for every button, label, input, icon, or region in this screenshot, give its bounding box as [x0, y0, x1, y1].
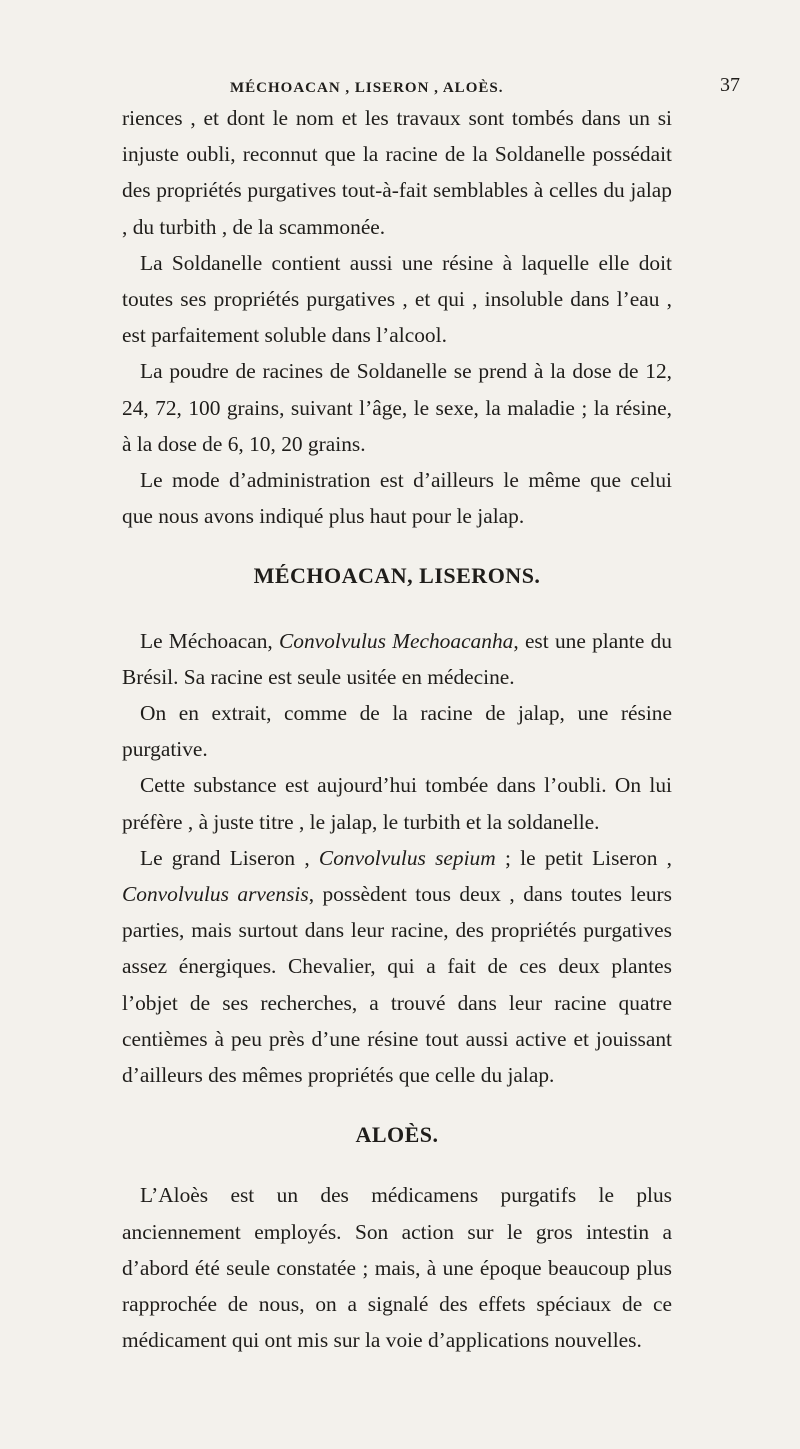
paragraph-5 [122, 623, 672, 695]
page-number: 37 [720, 74, 740, 96]
paragraph-8 [122, 840, 672, 1093]
paragraph-8-latin-name-2: Convolvulus arvensis [122, 882, 309, 907]
section-title-mechoacan: MÉCHOACAN, LISERONS. [253, 563, 541, 589]
paragraph-1: riences , et dont le nom et les travaux sont tombés dans un si injuste oubli, reconnut que la racine de la Soldanelle possédait des propriétés purgatives tout-à-fait semblables à celles du jalap , du turbith , de la scammonée. [122, 106, 672, 239]
paragraph-8-latin-name-1: Convolvulus sepium [318, 845, 496, 870]
paragraph-6: On en extrait, comme de la racine de jalap, une résine purgative. [122, 701, 672, 762]
paragraph-7: Cette substance est aujourd’hui tombée dans l’oubli. On lui préfère , à juste titre , le jalap, le turbith et la soldanelle. [122, 773, 672, 834]
paragraph-4: Le mode d’administration est d’ailleurs le même que celui que nous avons indiqué plus haut pour le jalap. [122, 468, 672, 529]
paragraph-9: L’Aloès est un des médicamens purgatifs le plus anciennement employés. Son action sur le gros intestin a d’abord été seule constatée ; mais, à une époque beaucoup plus rapprochée de nous, on a signalé des effets spéciaux de ce médicament qui ont mis sur la voie d’applications nouvelles. [122, 1183, 672, 1353]
paragraph-5-text-b: , est une plante du Brésil. Sa racine est seule usitée en médecine. [122, 628, 672, 689]
paragraph-8-text-a: Le grand Liseron , [140, 845, 319, 870]
paragraph-8-text-c: , possèdent tous deux , dans toutes leurs parties, mais surtout dans leur racine, des propriétés purgatives assez énergiques. Chevalier, qui a fait de ces deux plantes l’objet de ses recherches, a trouvé dans leur racine quatre centièmes à peu près d’une résine tout aussi active et jouissant d’ailleurs des mêmes propriétés que celle du jalap. [122, 882, 672, 1088]
body-text [122, 100, 672, 1359]
running-head: MÉCHOACAN , LISERON , ALOÈS. [230, 80, 504, 96]
paragraph-5-text-a: Le Méchoacan, [140, 628, 279, 653]
paragraph-2: La Soldanelle contient aussi une résine à laquelle elle doit toutes ses propriétés purgatives , et qui , insoluble dans l’eau , est parfaitement soluble dans l’alcool. [122, 250, 672, 348]
paragraph-8-text-b: ; le petit Liseron , [495, 845, 673, 870]
section-title-aloes: ALOÈS. [355, 1122, 439, 1148]
paragraph-5-latin-name: Convolvulus Mechoacanha [278, 628, 514, 653]
paragraph-3: La poudre de racines de Soldanelle se prend à la dose de 12, 24, 72, 100 grains, suivant l’âge, le sexe, la maladie ; la résine, à la dose de 6, 10, 20 grains. [122, 359, 672, 456]
